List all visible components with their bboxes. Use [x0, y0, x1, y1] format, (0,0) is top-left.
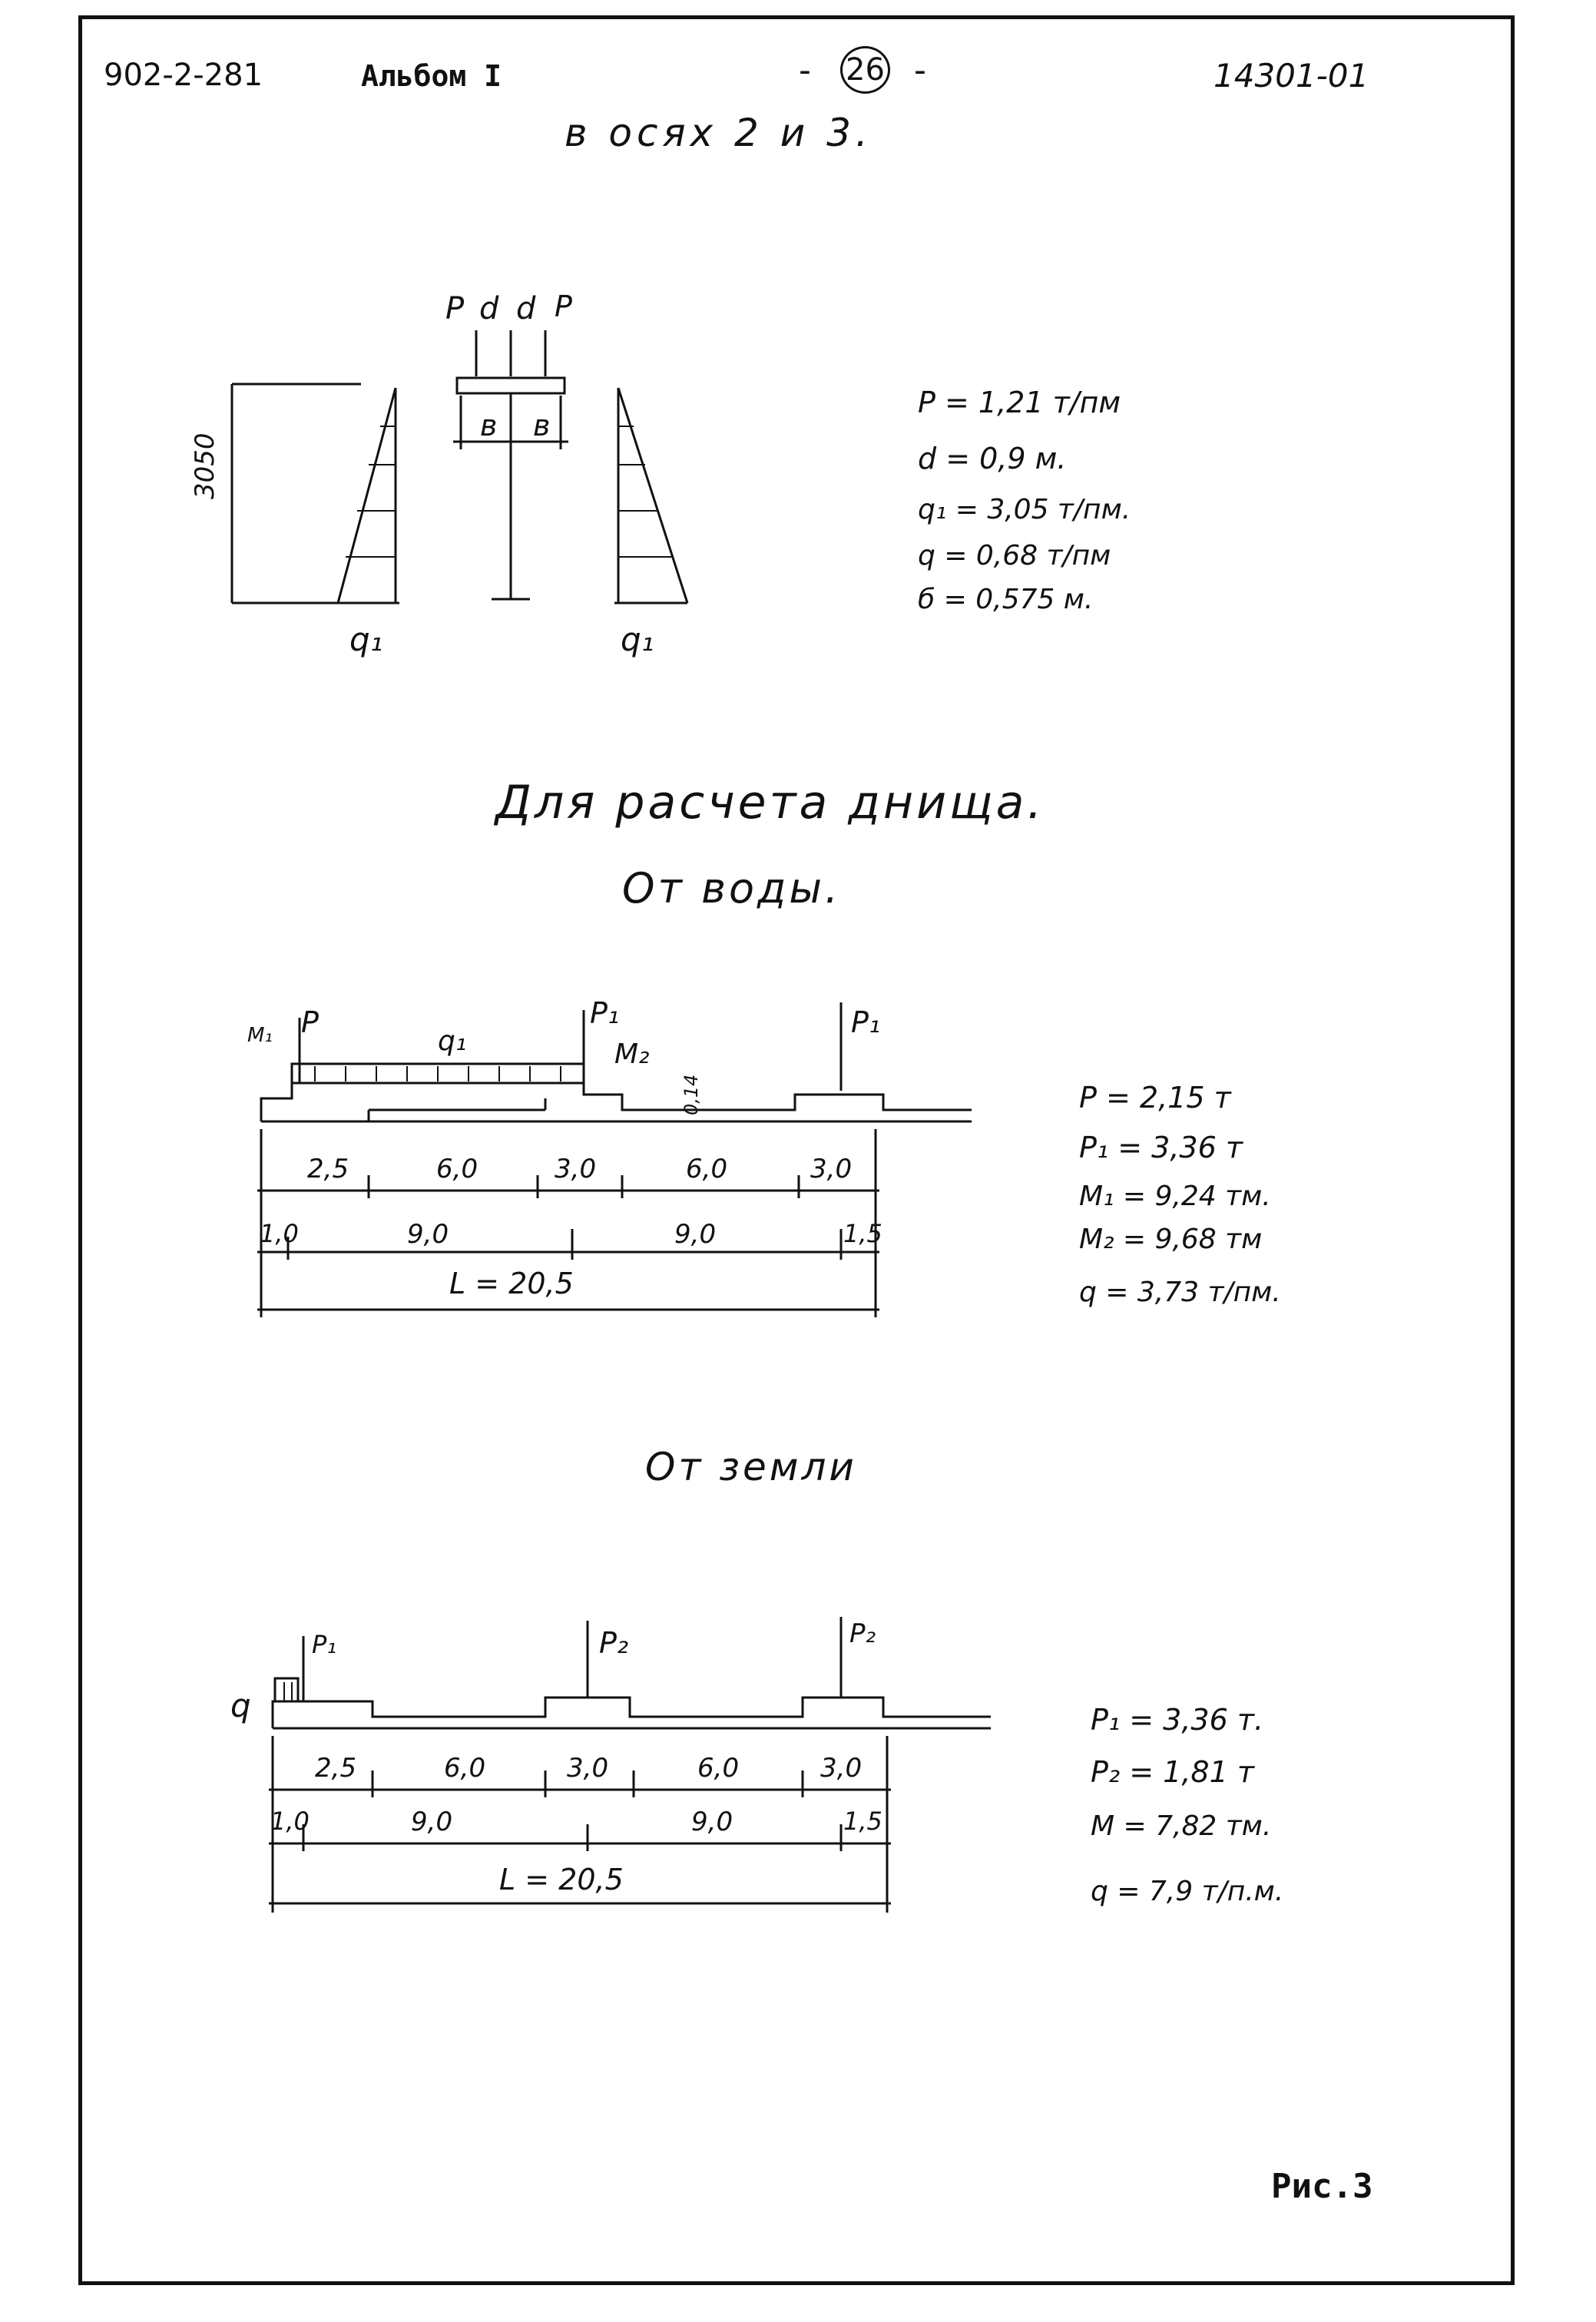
dim-label: 6,0 [444, 1753, 486, 1784]
param-line: q = 7,9 т/п.м. [1091, 1876, 1284, 1907]
doc-number: 902-2-281 [104, 58, 263, 93]
param-line: P₁ = 3,36 т. [1091, 1703, 1264, 1737]
dim-label: 1,0 [260, 1219, 299, 1248]
label-p: P [301, 1005, 319, 1039]
param-line: M₁ = 9,24 тм. [1079, 1181, 1271, 1212]
figure-label: Рис.3 [1271, 2167, 1373, 2206]
album-label: Альбом I [361, 59, 502, 93]
param-line: P = 2,15 т [1079, 1081, 1231, 1115]
dim-label: 9,0 [691, 1807, 733, 1837]
param-line: P₁ = 3,36 т [1079, 1131, 1243, 1164]
page-number: 26 [840, 46, 890, 94]
param-line: d = 0,9 м. [918, 442, 1067, 475]
dim-label: 2,5 [307, 1154, 349, 1184]
label-p2-a: P₂ [599, 1626, 629, 1660]
dim-label: 3,0 [567, 1753, 609, 1784]
dim-label: 2,5 [315, 1753, 357, 1784]
label-b2: в [533, 409, 551, 442]
label-p2-b: P₂ [849, 1618, 876, 1649]
param-line: q = 3,73 т/пм. [1079, 1277, 1281, 1308]
param-line: M = 7,82 тм. [1091, 1810, 1272, 1842]
label-p1-right: P₁ [851, 1005, 881, 1039]
bottom-section-title: Для расчета днища. [495, 776, 1045, 830]
label-p-left: P [445, 291, 465, 326]
dim-height-label: 3050 [190, 432, 220, 499]
total-length: L = 20,5 [499, 1863, 624, 1896]
dim-label: 1,5 [843, 1219, 882, 1248]
dim-label: 3,0 [555, 1154, 597, 1184]
water-title: От воды. [622, 864, 842, 913]
total-length: L = 20,5 [449, 1267, 574, 1300]
dim-label: 9,0 [407, 1219, 449, 1250]
label-m1: M₁ [247, 1024, 273, 1047]
dim-label: 6,0 [697, 1753, 740, 1784]
earth-title: От земли [645, 1445, 857, 1489]
label-q-left: q₁ [349, 621, 383, 658]
label-q-right: q₁ [621, 621, 654, 658]
param-line: M₂ = 9,68 тм [1079, 1224, 1263, 1255]
drawing-code: 14301-01 [1214, 57, 1369, 94]
label-q: q [230, 1687, 251, 1724]
label-b1: в [480, 409, 498, 442]
param-line: P = 1,21 т/пм [918, 386, 1121, 419]
label-m2: M₂ [614, 1038, 650, 1070]
dim-label: 6,0 [436, 1154, 478, 1184]
label-q1: q₁ [438, 1025, 467, 1057]
label-p1: P₁ [590, 996, 620, 1030]
dim-label: 3,0 [820, 1753, 863, 1784]
page-dash-left: - [799, 51, 811, 90]
param-line: P₂ = 1,81 т [1091, 1755, 1254, 1789]
section-title-axes: в осях 2 и 3. [565, 111, 873, 155]
label-d2: d [516, 291, 536, 326]
label-p1: P₁ [312, 1630, 337, 1659]
dim-label: 9,0 [674, 1219, 717, 1250]
dim-label: 6,0 [686, 1154, 728, 1184]
dim-label: 1,5 [843, 1807, 882, 1836]
param-line: q₁ = 3,05 т/пм. [918, 494, 1131, 525]
dim-label: 1,0 [270, 1807, 310, 1836]
page-dash-right: - [914, 51, 926, 90]
dim-label: 3,0 [810, 1154, 853, 1184]
label-p-right: P [555, 290, 572, 323]
label-d1: d [479, 291, 499, 326]
dim-label: 9,0 [411, 1807, 453, 1837]
label-offset: 0,14 [680, 1074, 702, 1115]
param-line: б = 0,575 м. [918, 584, 1094, 615]
param-line: q = 0,68 т/пм [918, 540, 1111, 571]
